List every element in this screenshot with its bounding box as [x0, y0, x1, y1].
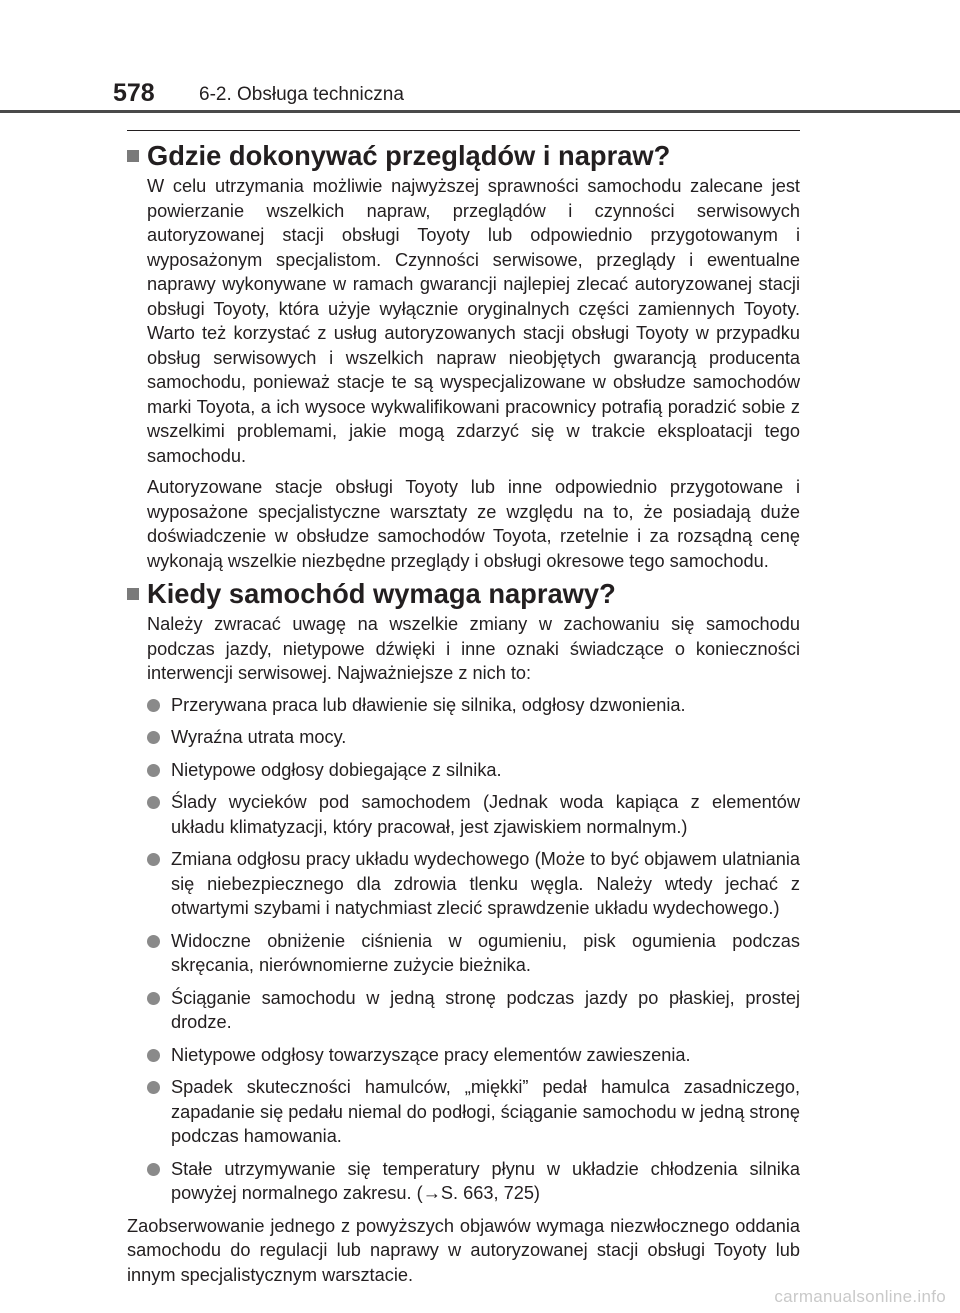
page-header: [0, 0, 960, 116]
list-item-text: Widoczne obniżenie ciśnienia w ogumieniu, pisk ogumienia podczas skręcania, nierównomierne zużycie bieżnika.: [171, 930, 800, 975]
circle-bullet-icon: [147, 992, 160, 1005]
square-bullet-icon: [127, 150, 139, 162]
circle-bullet-icon: [147, 1081, 160, 1094]
list-item: [147, 986, 800, 1035]
list-item-text: Nietypowe odgłosy towarzyszące pracy elementów zawieszenia.: [171, 1044, 691, 1065]
circle-bullet-icon: [147, 731, 160, 744]
page-content: [127, 142, 800, 1287]
chapter-title: 6-2. Obsługa techniczna: [199, 84, 404, 105]
circle-bullet-icon: [147, 764, 160, 777]
paragraph: Należy zwracać uwagę na wszelkie zmiany w zachowaniu się samochodu podczas jazdy, nietypowe dźwięki i inne oznaki świadczące o konieczności interwencji serwisowej. Najważniejsze z nich to:: [147, 614, 800, 683]
list-item: [147, 1075, 800, 1149]
circle-bullet-icon: [147, 853, 160, 866]
paragraph: Autoryzowane stacje obsługi Toyoty lub inne odpowiednio przygotowane i wyposażone specjalistyczne warsztaty ze względu na to, że posiadają duże doświadczenie w obsłudze samochodów Toyota, rzetelnie i za rozsądną cenę wykonają wszelkie niezbędne przeglądy i obsługi okresowe tego samochodu.: [147, 477, 800, 571]
list-item: [147, 847, 800, 921]
section-heading-text: Gdzie dokonywać przeglądów i napraw?: [147, 140, 671, 171]
list-item-text: Spadek skuteczności hamulców, „miękki” pedał hamulca zasadniczego, zapadanie się pedału niemal do podłogi, ściąganie samochodu w jedną stronę podczas hamowania.: [171, 1077, 800, 1146]
list-item-text: Przerywana praca lub dławienie się silnika, odgłosy dzwonienia.: [171, 694, 686, 715]
section-when-repair-needed: [127, 580, 800, 1287]
list-item: [147, 790, 800, 839]
list-item-text: Wyraźna utrata mocy.: [171, 727, 347, 747]
circle-bullet-icon: [147, 1049, 160, 1062]
list-item-text: Ślady wycieków pod samochodem (Jednak woda kapiąca z elementów układu klimatyzacji, który pracował, jest zjawiskiem normalnym.): [171, 792, 800, 837]
section-heading: [127, 142, 800, 170]
list-item: [147, 693, 800, 718]
paragraph: W celu utrzymania możliwie najwyższej sprawności samochodu zalecane jest powierzanie wszelkich napraw, przeglądów i czynności serwisowych autoryzowanej stacji obsługi Toyoty lub odpowiednio przygotowanym i wyposażonym specjalistom. Czynności serwisowe, przeglądy i ewentualne naprawy wykonywane w ramach gwarancji najlepiej zlecać autoryzowanej stacji obsługi Toyoty, która użyje wyłącznie oryginalnych części zamiennych Toyoty. Warto też korzystać z usług autoryzowanych stacji obsługi Toyoty w przypadku obsług serwisowych i wszelkich napraw nieobjętych gwarancją producenta samochodu, ponieważ stacje te są wyspecjalizowane w obsłudze samochodów marki Toyota, a ich wysoce wykwalifikowani pracownicy potrafią poradzić sobie z wszelkimi problemami, jakie mogą zdarzyć się w trakcie eksploatacji tego samochodu.: [147, 176, 800, 466]
page-number: 578: [113, 79, 155, 107]
section-heading: [127, 580, 800, 608]
symptom-list: [127, 693, 800, 1206]
circle-bullet-icon: [147, 935, 160, 948]
list-item: [147, 1157, 800, 1206]
watermark: carmanualsonline.info: [774, 1287, 946, 1306]
list-item-text: Stałe utrzymywanie się temperatury płynu w układzie chłodzenia silnika powyżej normalnego zakresu. (→S. 663, 725): [171, 1158, 800, 1203]
square-bullet-icon: [127, 588, 139, 600]
section-heading-text: Kiedy samochód wymaga naprawy?: [147, 578, 616, 609]
list-item-text: Zmiana odgłosu pracy układu wydechowego (Może to być objawem ulatniania się niebezpiecznego dla zdrowia tlenku węgla. Należy wtedy jechać z otwartymi szybami i natychmiast zlecić sprawdzenie układu wydechowego.): [171, 849, 800, 918]
section-divider: [127, 130, 800, 131]
circle-bullet-icon: [147, 1163, 160, 1176]
list-item-text: Nietypowe odgłosy dobiegające z silnika.: [171, 759, 502, 780]
list-item: [147, 1043, 800, 1068]
list-item: [147, 758, 800, 783]
list-item: [147, 725, 800, 750]
list-item: [147, 929, 800, 978]
circle-bullet-icon: [147, 699, 160, 712]
section-where-to-service: [127, 142, 800, 573]
header-divider: [0, 110, 960, 113]
list-item-text: Ściąganie samochodu w jedną stronę podczas jazdy po płaskiej, prostej drodze.: [171, 987, 800, 1032]
closing-paragraph: Zaobserwowanie jednego z powyższych objawów wymaga niezwłocznego oddania samochodu do regulacji lub naprawy w autoryzowanej stacji obsługi Toyoty lub innym specjalistycznym warsztacie.: [127, 1215, 800, 1285]
circle-bullet-icon: [147, 796, 160, 809]
